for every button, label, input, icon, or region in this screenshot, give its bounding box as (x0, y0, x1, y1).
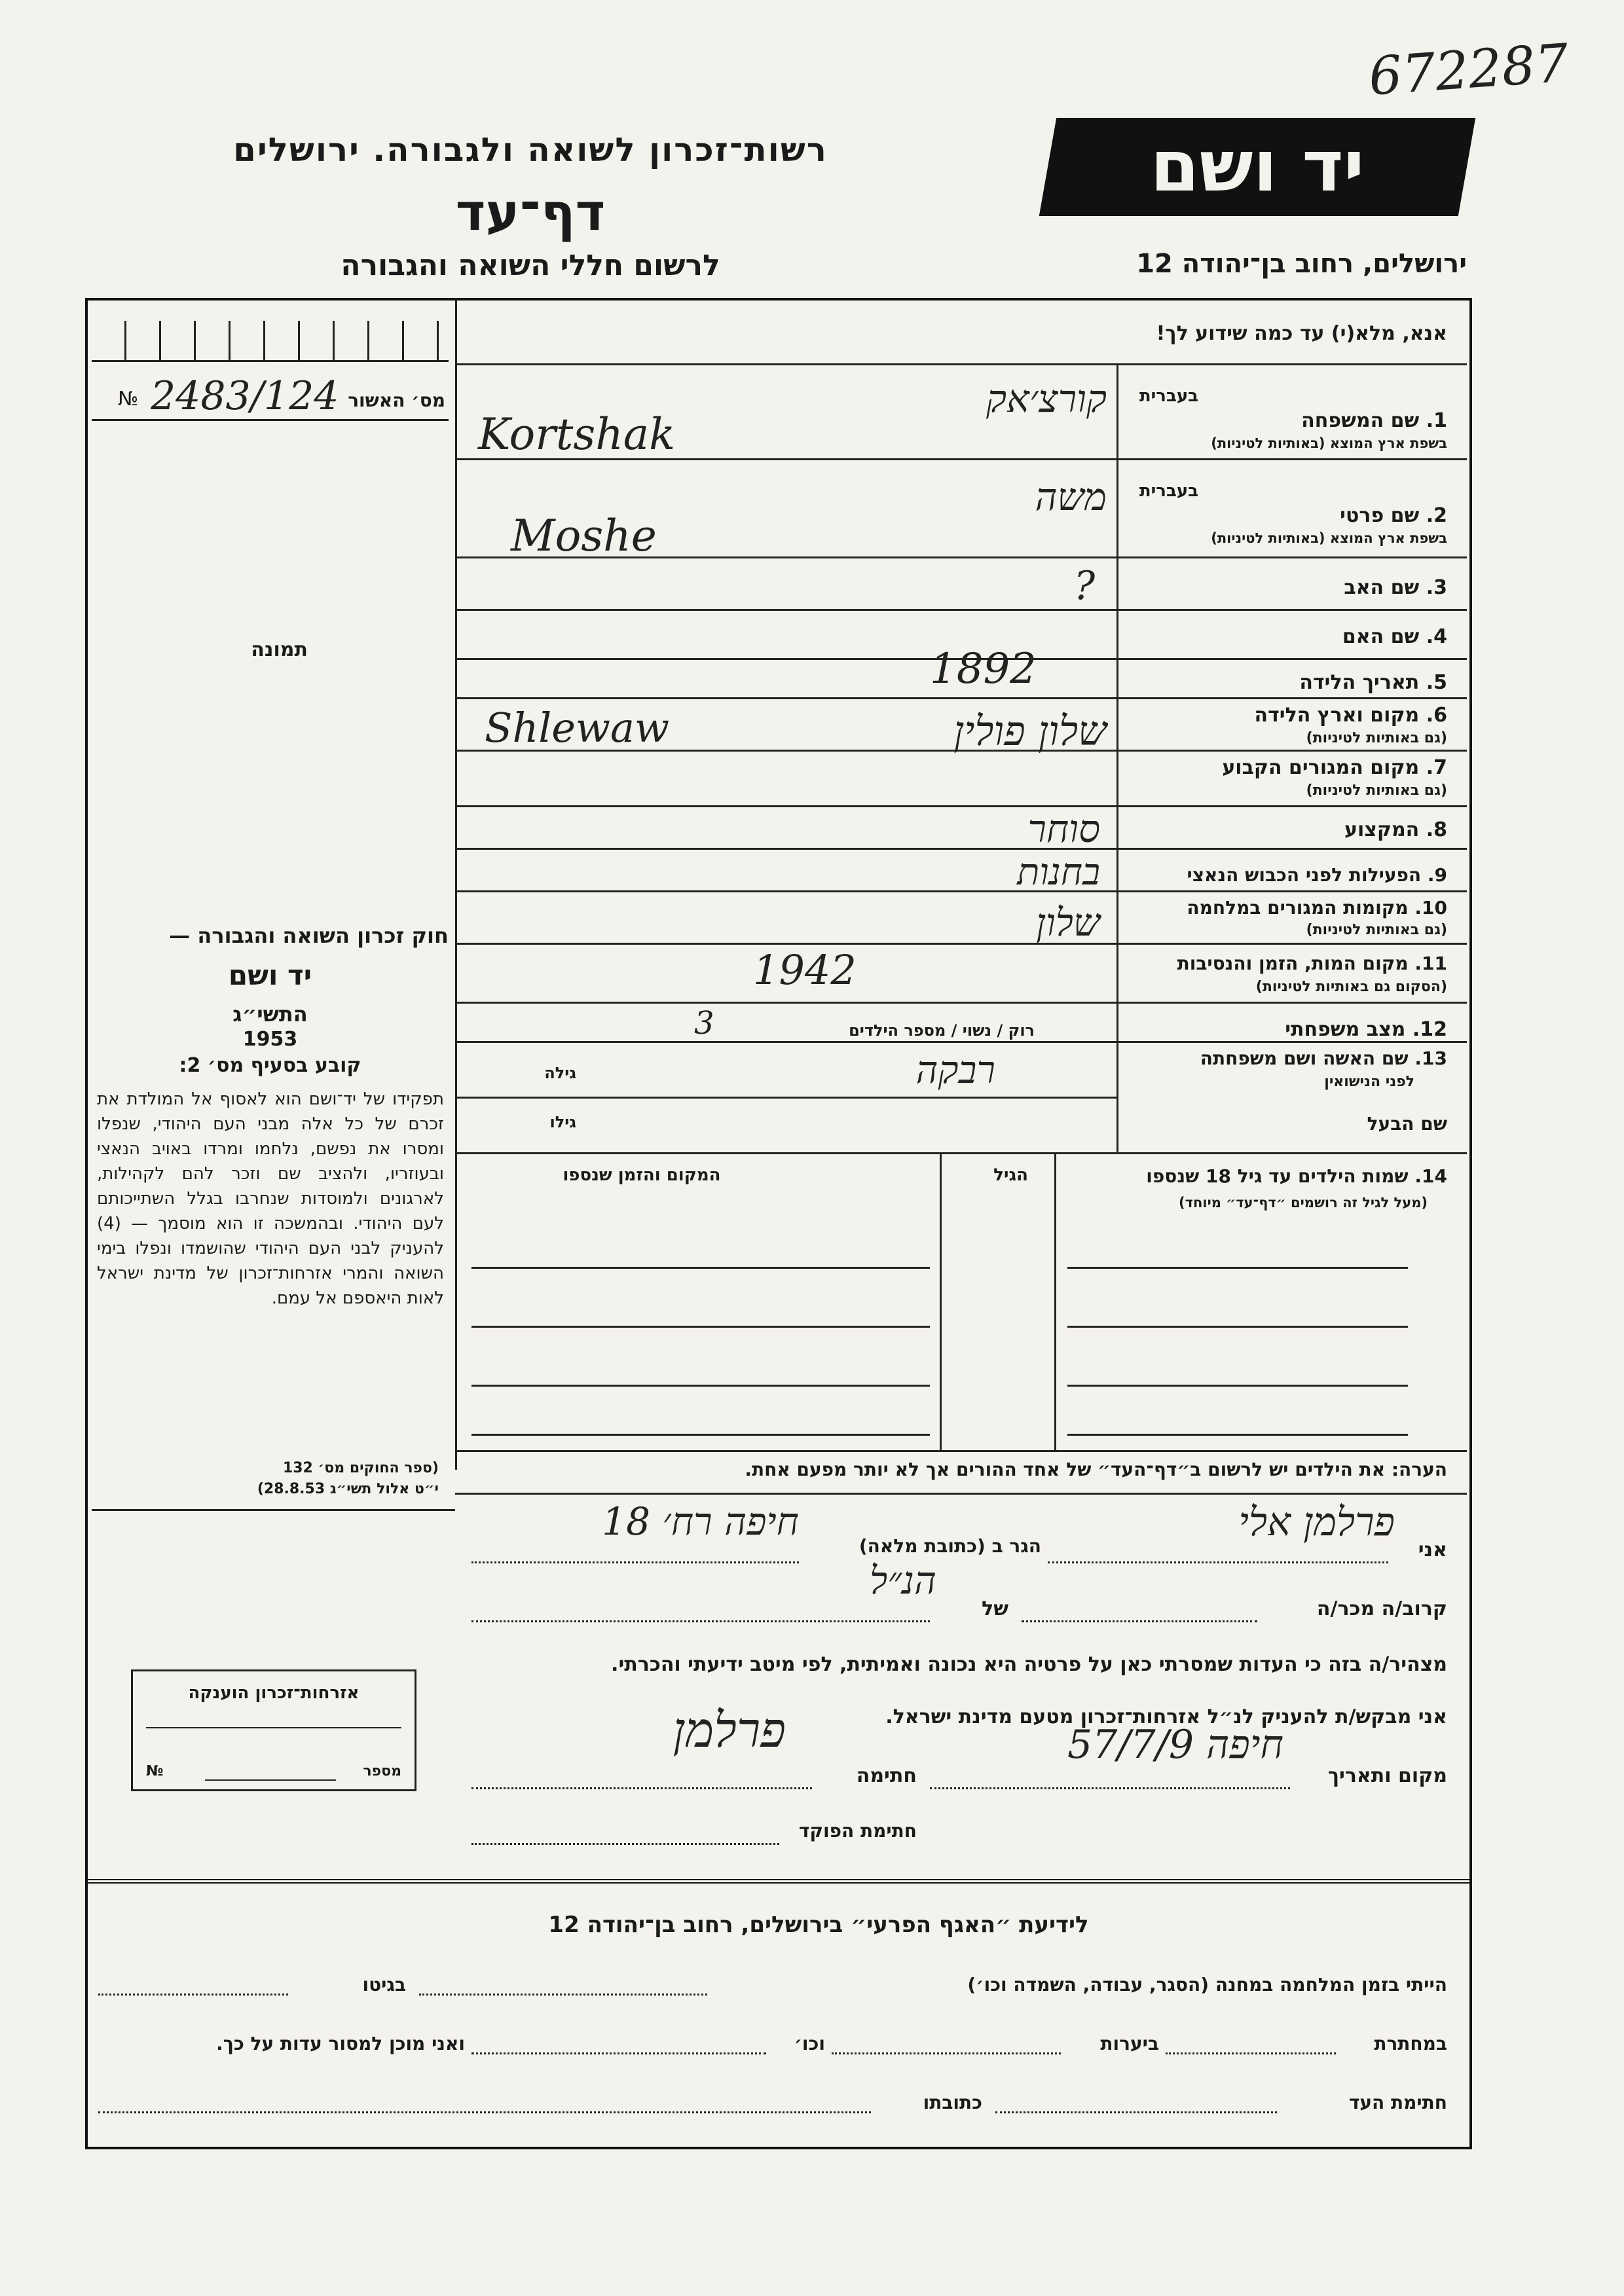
footer-line (995, 2111, 1277, 2113)
field-label-4: 4. שם האם (1342, 625, 1447, 648)
field-label-3: 3. שם האב (1344, 576, 1447, 599)
declarant-i-label: אני (1418, 1539, 1447, 1561)
field-hebrew-tag-1: בעברית (1139, 386, 1198, 406)
law-logo: יד ושם (228, 959, 312, 991)
citizenship-stamp-box (131, 1669, 416, 1791)
field-label-6: 6. מקום וארץ הלידה (1254, 704, 1447, 727)
field-label-2: 2. שם פרטי (1340, 504, 1447, 527)
law-section: קובע בסעיף מס׳ 2: (179, 1054, 361, 1077)
yad-vashem-logo: יד ושם (1039, 118, 1475, 216)
form-subtitle: לרשום חללי השואה והגבורה (341, 249, 720, 282)
children-row-line (1067, 1434, 1408, 1436)
footer-address-label: כתובתו (923, 2092, 982, 2113)
field-label-13: 13. שם האשה ושם משפחתה (1200, 1048, 1447, 1069)
footer-title: לידיעת ״האגף הפרעי״ בירושלים, רחוב בן־יהודה 12 (548, 1912, 1089, 1938)
relation-line (471, 1620, 930, 1622)
marital-options: רוק / נשוי / מספר הילדים (849, 1021, 1035, 1040)
footer-line (98, 1994, 288, 1995)
field-latin-6: (גם באותיות לטיניות) (1306, 730, 1447, 746)
birthplace-hebrew-value: שלון פולין (953, 707, 1107, 755)
stamp-number-label: מספר (363, 1763, 401, 1779)
footer-testify-label: ואני מוכן למסור עדות על כך. (216, 2033, 465, 2054)
field-latin-11: (הסקום גם באותיות לטיניות) (1255, 979, 1447, 995)
children-place-header: המקום והזמן שנספו (563, 1165, 721, 1185)
relative-line (1022, 1620, 1257, 1622)
footer-line (471, 2052, 766, 2054)
father-name-value: ? (1074, 563, 1096, 609)
children-row-line (471, 1267, 930, 1269)
field-label-7: 7. מקום המגורים הקבוע (1222, 756, 1447, 779)
field-origin-lang-2: בשפת ארץ המוצא (באותיות לטיניות) (1211, 530, 1447, 546)
children-row-line (1067, 1326, 1408, 1328)
signature-line (471, 1787, 812, 1789)
note-line (455, 1493, 1467, 1495)
intro-line (455, 363, 1467, 365)
left-column-divider (455, 298, 457, 1470)
authority-title: רשות־זכרון לשואה ולגבורה. ירושלים (233, 131, 828, 169)
declarant-name-value: פרלמן אלי (1238, 1499, 1395, 1545)
field-label-9: 9. הפעילות לפני הכבוש הנאצי (1187, 864, 1447, 886)
law-title: חוק זכרון השואה והגבורה — (169, 923, 449, 948)
field-label-1: 1. שם המשפחה (1301, 409, 1447, 432)
row-line (455, 1041, 1467, 1043)
cert-value: 2483/124 (151, 373, 339, 419)
children-table-bottom (455, 1450, 1467, 1452)
footer-underground-label: במחתרת (1374, 2033, 1447, 2054)
children-row-line (471, 1385, 930, 1387)
field-maiden-note: לפני הנישואין (1324, 1074, 1414, 1090)
footer-witness-signature-label: חתימת העד (1348, 2092, 1447, 2113)
declarant-address-value: חיפה רח׳ 18 (602, 1499, 799, 1544)
relation-value: הנ״ל (869, 1558, 936, 1603)
children-title: 14. שמות הילדים עד גיל 18 שנספו (1146, 1165, 1447, 1187)
row-line (455, 1152, 1467, 1154)
place-date-label: מקום ותאריך (1327, 1764, 1447, 1787)
signature-value: פרלמן (673, 1702, 786, 1758)
cert-label: מס׳ האשור (348, 390, 445, 411)
field-label-10: 10. מקומות המגורים במלחמה (1187, 897, 1447, 919)
stamp-title: אזרחות־זכרון הוענקה (188, 1683, 360, 1703)
footer-ghetto-label: בגיטו (362, 1974, 406, 1995)
firstname-hebrew-value: משה (1035, 475, 1107, 519)
footer-separator (85, 1879, 1469, 1884)
law-year-he: התשי״ג (232, 1002, 308, 1027)
official-line (471, 1843, 779, 1845)
wife-name-value: רבקה (915, 1048, 995, 1092)
declarant-name-line (1048, 1561, 1388, 1563)
photo-label: תמונה (251, 638, 308, 661)
form-title: דף־עד (455, 183, 606, 242)
place-date-line (930, 1787, 1290, 1789)
law-reference-date: י״ט אלול תשי״ג 28.8.53) (257, 1481, 439, 1497)
husband-name-label: שם הבעל (1367, 1113, 1447, 1135)
footer-line (832, 2052, 1061, 2054)
husband-age-label: גילו (549, 1113, 576, 1131)
birth-date-value: 1892 (930, 645, 1037, 693)
footer-line (419, 1994, 707, 1995)
law-year: 1953 (242, 1028, 298, 1051)
footer-line (98, 2111, 871, 2113)
activity-value: בחנות (1017, 851, 1100, 894)
children-row-line (471, 1326, 930, 1328)
stamp-no: № (146, 1763, 164, 1779)
children-col-line (1054, 1152, 1056, 1450)
of-label: של (982, 1597, 1008, 1620)
label-column-divider (1116, 363, 1118, 1152)
children-age-header: הגיל (993, 1165, 1028, 1185)
cert-no-sign: № (118, 388, 139, 410)
children-col-line (940, 1152, 942, 1450)
wife-age-label: גילה (544, 1064, 576, 1082)
declarant-resides-label: הגר ב (כתובת מלאה) (858, 1535, 1041, 1557)
field-latin-7: (גם באותיות לטיניות) (1306, 782, 1447, 799)
children-row-line (1067, 1267, 1408, 1269)
place-date-value: חיפה 57/7/9 (1067, 1722, 1283, 1768)
firstname-latin-value: Moshe (511, 511, 657, 561)
surname-hebrew-value: קורצ׳אק (986, 376, 1107, 421)
declaration-text: מצהיר/ה בזה כי העדות שמסרתי כאן על פרטיה היא נכונה ואמיתית, לפי מיטב ידיעתי והכרתי. (611, 1653, 1447, 1676)
field-latin-10: (גם באותיות לטיניות) (1306, 922, 1447, 938)
birthplace-latin-value: Shlewaw (485, 704, 670, 752)
children-note: (מעל לגיל זה רושמים ״דף־עד״ מיוחד) (1179, 1195, 1428, 1211)
field-label-11: 11. מקום המות, הזמן והנסיבות (1177, 953, 1447, 974)
header-address: ירושלים, רחוב בן־יהודה 12 (1136, 249, 1467, 279)
children-row-line (471, 1434, 930, 1436)
official-signature-label: חתימת הפוקד (798, 1820, 917, 1842)
intro-instruction: אנא, מלא(י) עד כמה שידוע לך! (1156, 322, 1447, 345)
children-note-remark: הערה: את הילדים יש לרשום ב״דף־העד״ של אחד ההורים אך לא יותר מפעם אחת. (745, 1459, 1447, 1480)
law-bottom-line (92, 1509, 455, 1511)
field-label-5: 5. תאריך הלידה (1299, 671, 1447, 694)
request-text: אני מבקש/ת להעניק לנ״ל אזרחות־זכרון מטעם מדינת ישראל. (885, 1705, 1447, 1728)
row-line (455, 1002, 1467, 1004)
row-line (455, 697, 1467, 699)
relative-label: קרוב/ה מכר/ה (1316, 1597, 1447, 1620)
footer-line (1166, 2052, 1336, 2054)
field-label-8: 8. המקצוע (1344, 818, 1447, 841)
field-label-12: 12. מצב משפחתי (1285, 1018, 1447, 1041)
children-row-line (1067, 1385, 1408, 1387)
field-origin-lang-1: בשפת ארץ המוצא (באותיות לטיניות) (1211, 435, 1447, 451)
document-number: 672287 (1367, 32, 1571, 107)
cert-checkboxes (92, 321, 449, 362)
cert-line (92, 419, 449, 421)
field-hebrew-tag-2: בעברית (1139, 481, 1198, 501)
wartime-residence-value: שלון (1036, 900, 1100, 945)
footer-forests-label: ביערות (1100, 2033, 1159, 2054)
law-text: תפקידו של יד־ושם הוא לאסוף אל המולדת את זכרם של כל אלה מבני העם היהודי, שנפלו ומסרו את נפשם, נלחמו ומרדו באויב הנאצי ובעוזריו, ולהציב שם וזכר להם לקהילות, לארגונים ולמוסדות שנחרבו בגלל השתייכותם לעם היהודי. ובהמשכה זו הוא מוסמך — (4) להעניק לבני העם היהודי שהושמדו ונפלו בימי השואה והמרי אזרחות־זכרון של מדינת ישראל לאות היאספם אל עמם. (97, 1089, 444, 1308)
row-line (455, 1097, 1116, 1099)
children-count-value: 3 (694, 1005, 714, 1042)
signature-label: חתימה (856, 1764, 917, 1787)
footer-etc-label: וכו׳ (794, 2033, 825, 2054)
profession-value: סוחר (1027, 807, 1100, 851)
law-reference: (ספר החוקים מס׳ 132 (282, 1460, 439, 1476)
footer-camp-label: הייתי בזמן המלחמה במחנה (הסגר, עבודה, השמדה וכו׳) (967, 1974, 1447, 1995)
surname-latin-value: Kortshak (478, 409, 676, 460)
row-line (455, 609, 1467, 611)
death-year-value: 1942 (753, 946, 857, 994)
